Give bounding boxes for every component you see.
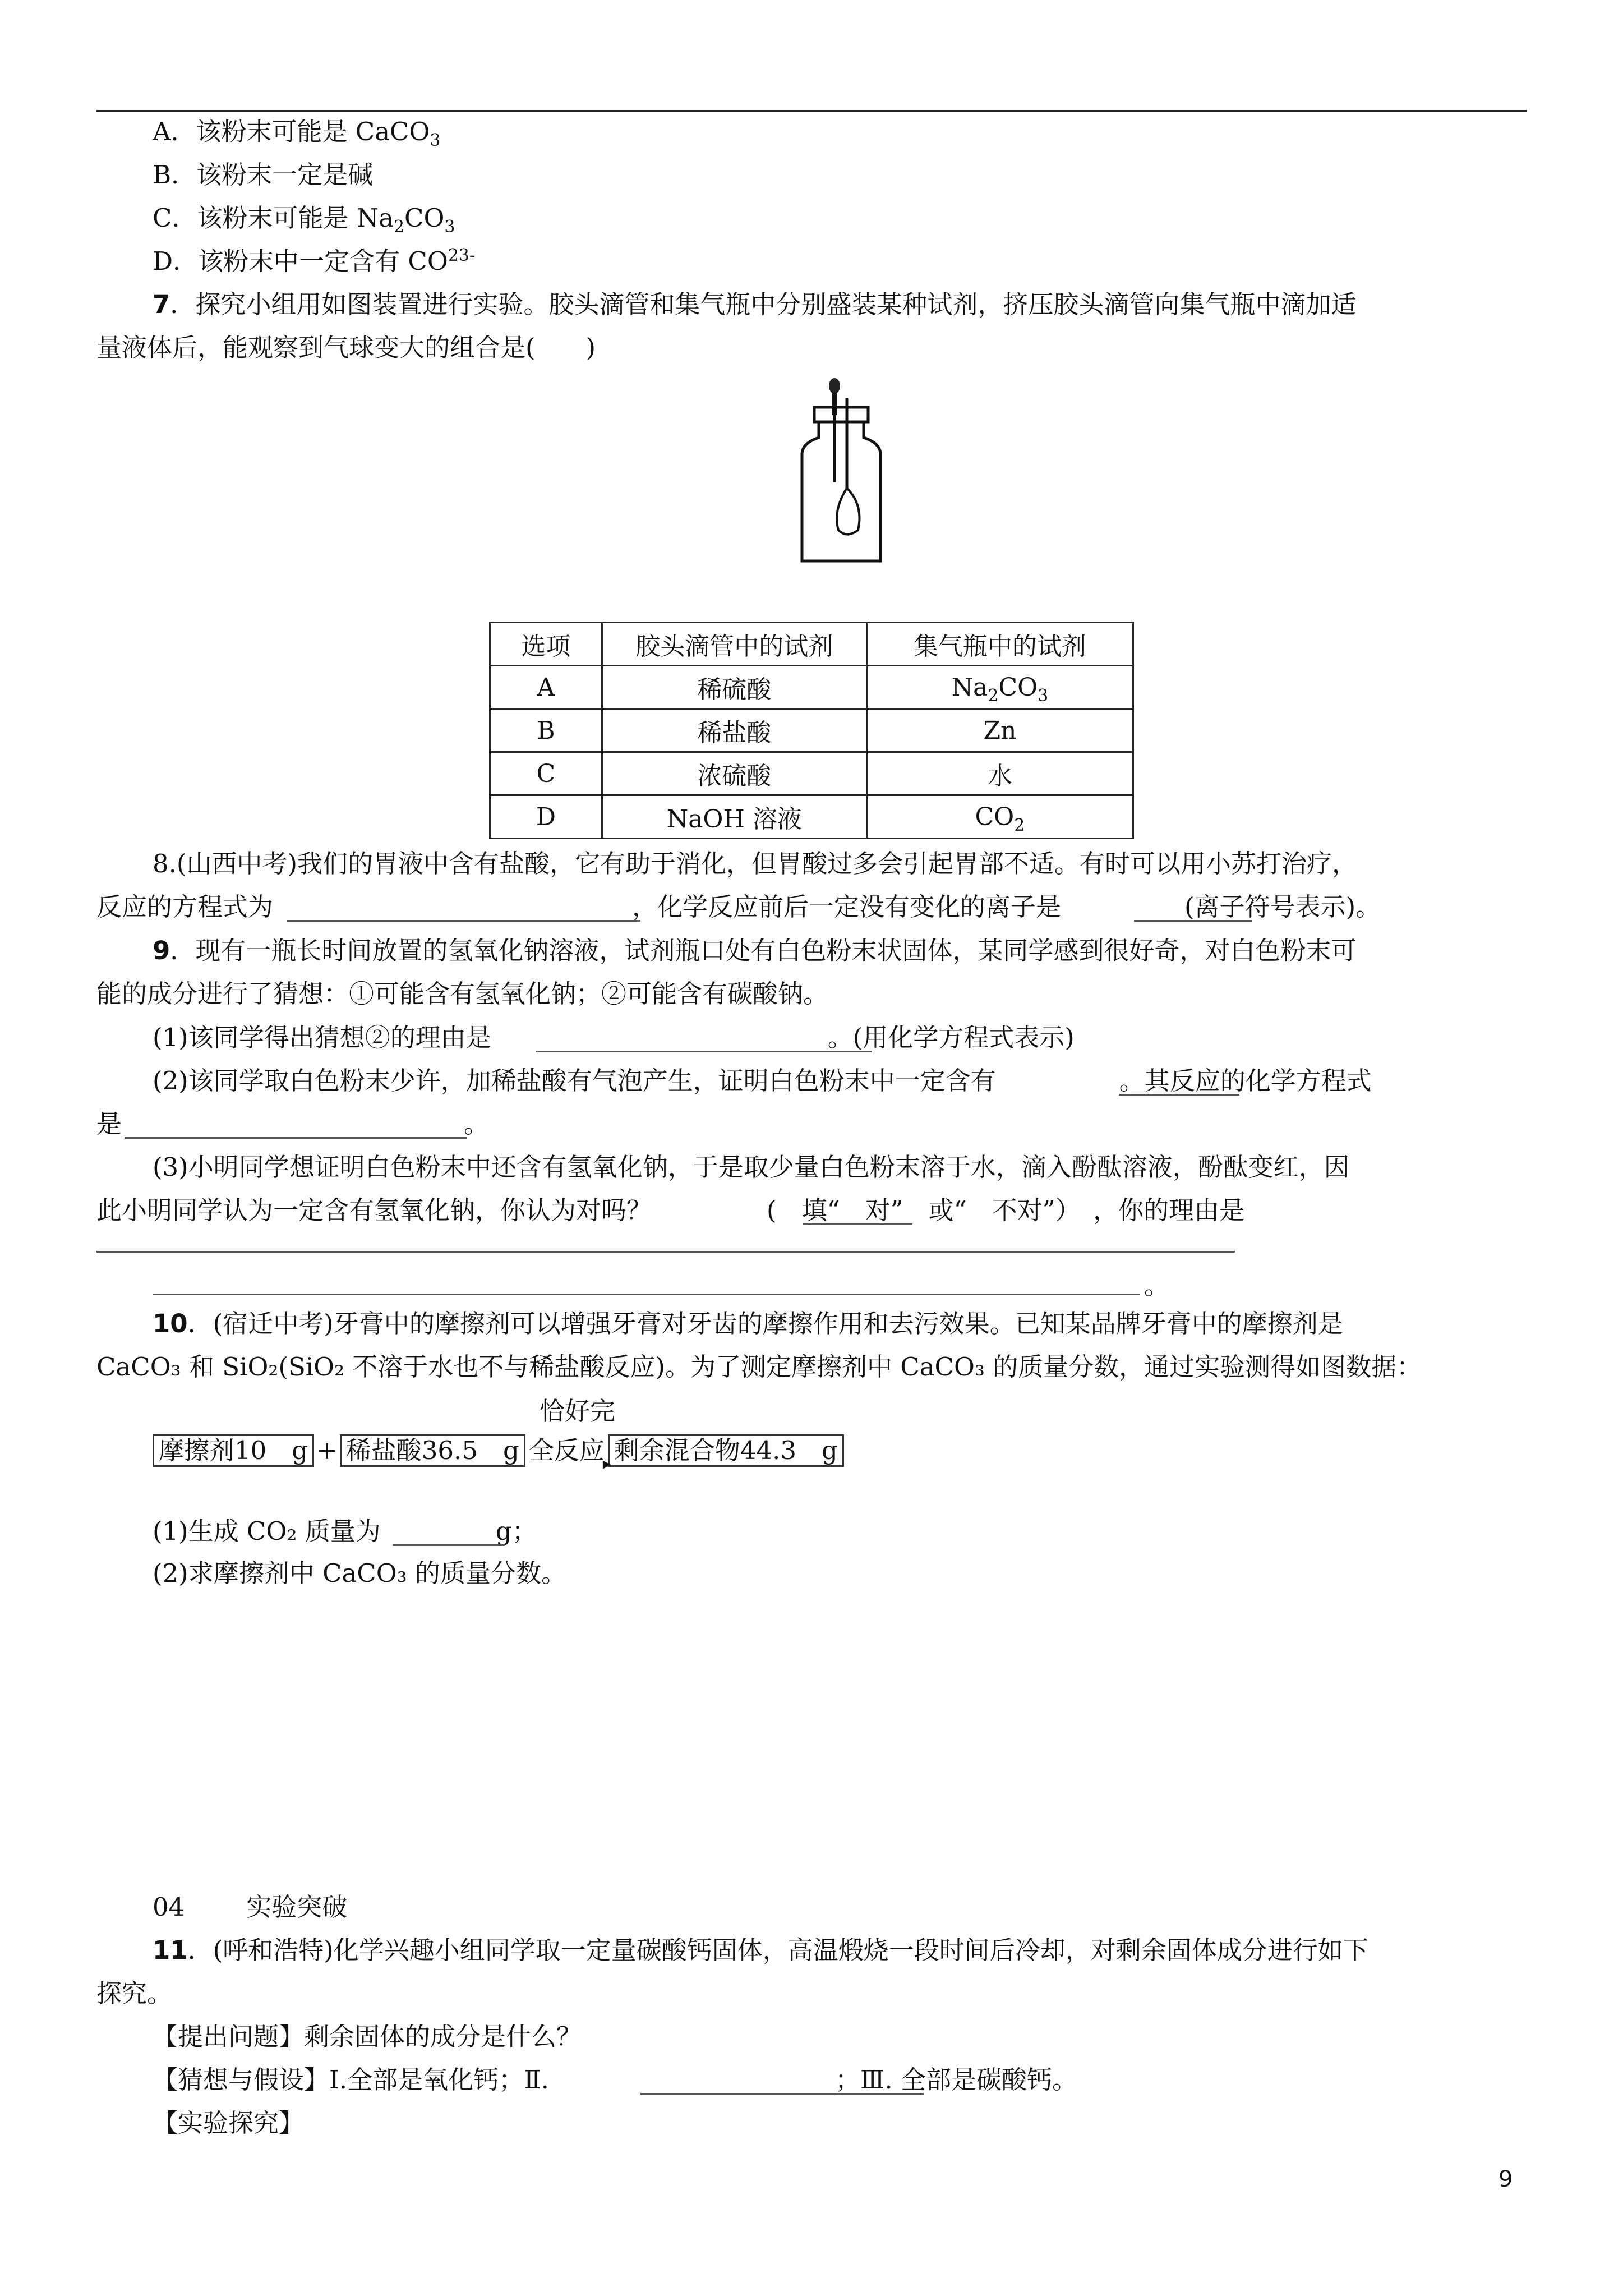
q10-box-acid: 稀盐酸36.5 g [340,1434,525,1467]
q10-flow [153,1434,844,1474]
q8-text-line2: 反应的方程式为 ，化学反应前后一定没有变化的离子是 (离子符号表示)。 [96,892,1381,922]
q10-part2: (2)求摩擦剂中 CaCO₃ 的质量分数。 [153,1558,566,1588]
table-header-bottle: 集气瓶中的试剂 [866,623,1133,666]
table-header-row [490,623,1133,666]
section-heading: 04 实验突破 [153,1892,348,1922]
q8-blank-ion[interactable] [1134,920,1252,922]
q7-text-line2: 量液体后，能观察到气球变大的组合是( ) [96,333,596,362]
q9-blank-4[interactable] [803,1223,912,1225]
q6-option-d: D．该粉末中一定含有 $CO^{23-}$ [153,246,476,276]
q7-options-table [489,622,1134,839]
q10-part1: (1)生成 CO₂ 质量为 g； [153,1516,537,1546]
table-cell-dropper: 稀盐酸 [602,709,866,752]
q9-blank-reason-1[interactable] [96,1251,1235,1253]
q11-explore: 【实验探究】 [153,2108,305,2138]
apparatus-figure [785,376,897,567]
q10-text-line1: 10．(宿迁中考)牙膏中的摩擦剂可以增强牙膏对牙齿的摩擦作用和去污效果。已知某品牌牙膏中的摩擦剂是 [153,1309,1343,1338]
q11-question: 【提出问题】剩余固体的成分是什么？ [153,2022,582,2051]
table-row [490,709,1133,752]
table-cell-option: A [490,666,602,709]
table-cell-option: D [490,795,602,839]
table-cell-option: B [490,709,602,752]
table-cell-dropper: 浓硫酸 [602,752,866,795]
table-row [490,666,1133,709]
table-cell-bottle: 水 [866,752,1133,795]
q6-option-c: C．该粉末可能是 $Na_2CO_3$ [153,203,455,237]
q8-text-line1: 8.(山西中考)我们的胃液中含有盐酸，它有助于消化，但胃酸过多会引起胃部不适。有时可以用小苏打治疗， [153,849,1358,878]
q11-blank-hypothesis[interactable] [640,2093,924,2095]
q10-blank-co2[interactable] [393,1544,505,1546]
q9-part2-cont: 是 。 [96,1109,490,1139]
q9-part3-line1: (3)小明同学想证明白色粉末中还含有氢氧化钠，于是取少量白色粉末溶于水，滴入酚酞溶液，酚酞变红，因 [153,1152,1349,1182]
q7-text-line1: 7．探究小组用如图装置进行实验。胶头滴管和集气瓶中分别盛装某种试剂，挤压胶头滴管向集气瓶中滴加适 [153,289,1357,319]
q10-arrow: 全反应 ▸ [528,1435,611,1474]
q10-box-abrasive: 摩擦剂10 g [153,1434,314,1467]
table-cell-bottle: $CO_2$ [866,795,1133,839]
table-cell-dropper: 稀硫酸 [602,666,866,709]
q11-hypothesis: 【猜想与假设】Ⅰ.全部是氧化钙；Ⅱ. ；Ⅲ. 全部是碳酸钙。 [153,2065,1077,2095]
q6-option-b: B．该粉末一定是碱 [153,160,374,190]
q9-part3-line2: 此小明同学认为一定含有氢氧化钠，你认为对吗？ ( 填“ 对” 或“ 不对”） ，你的理由是 [96,1195,1245,1225]
q6-option-a: A．该粉末可能是 CaCO$_3$ [153,117,441,150]
header-rule [96,110,1527,112]
q10-box-remainder: 剩余混合物44.3 g [608,1434,844,1467]
table-row [490,752,1133,795]
q9-blank-reason-2[interactable] [153,1294,1140,1295]
q9-part2: (2)该同学取白色粉末少许，加稀盐酸有气泡产生，证明白色粉末中一定含有 。其反应的化学方程式 [153,1066,1372,1096]
q9-blank-2[interactable] [1119,1094,1239,1096]
q11-text-line2: 探究。 [96,1978,173,2008]
table-row [490,795,1133,839]
q9-text-line2: 能的成分进行了猜想：①可能含有氢氧化钠；②可能含有碳酸钠。 [96,979,829,1009]
q9-part3-end: 。 [1144,1271,1170,1300]
q11-text-line1: 11．(呼和浩特)化学兴趣小组同学取一定量碳酸钙固体，高温煅烧一段时间后冷却，对剩余固体成分进行如下 [153,1935,1368,1965]
table-cell-bottle: $Na_2CO_3$ [866,666,1133,709]
table-header-dropper: 胶头滴管中的试剂 [602,623,866,666]
table-cell-option: C [490,752,602,795]
table-cell-bottle: Zn [866,709,1133,752]
page-number: 9 [1498,2166,1513,2192]
q9-blank-1[interactable] [536,1051,872,1052]
table-cell-dropper: NaOH 溶液 [602,795,866,839]
q10-arrow-label-top: 恰好完 [540,1396,616,1426]
table-header-option: 选项 [490,623,602,666]
q8-blank-equation[interactable] [287,920,640,922]
q10-text-line2: CaCO₃ 和 SiO₂(SiO₂ 不溶于水也不与稀盐酸反应)。为了测定摩擦剂中 CaCO₃ 的质量分数，通过实验测得如图数据： [96,1352,1422,1382]
q9-blank-3[interactable] [125,1137,467,1139]
q10-plus: + [316,1435,338,1465]
q9-part1: (1)该同学得出猜想②的理由是 。(用化学方程式表示) [153,1023,1075,1052]
q9-text-line1: 9．现有一瓶长时间放置的氢氧化钠溶液，试剂瓶口处有白色粉末状固体，某同学感到很好奇，对白色粉末可 [153,936,1357,965]
